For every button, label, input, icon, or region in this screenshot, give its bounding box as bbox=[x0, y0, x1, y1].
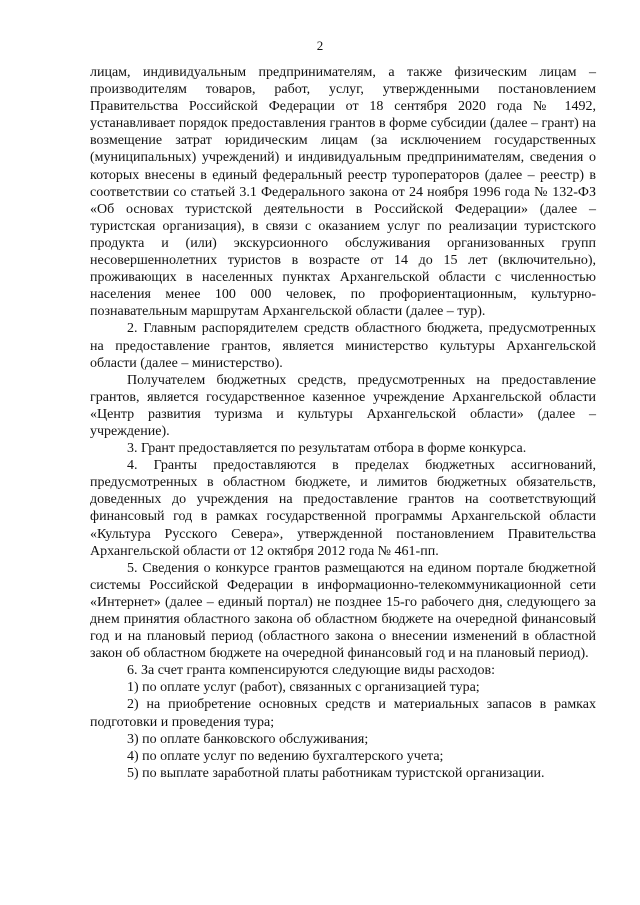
paragraph-item-4: 4. Гранты предоставляются в пределах бюджетных ассигнований, предусмотренных в областном бюджете, и лимитов бюджетных обязательств, доведенных до учреждения на предоставление грантов на соответствующий финансовый год в рамках государственной программы Архангельской области «Культура Русского Севера», утвержденной постановлением Правительства Архангельской области от 12 октября 2012 года № 461-пп. bbox=[90, 458, 596, 559]
paragraph-item-3: 3. Грант предоставляется по результатам отбора в форме конкурса. bbox=[127, 441, 527, 457]
list-item-5: 5) по выплате заработной платы работникам туристской организации. bbox=[127, 765, 545, 781]
document-body bbox=[90, 64, 596, 782]
list-item-2: 2) на приобретение основных средств и материальных запасов в рамках подготовки и проведения тура; bbox=[90, 697, 596, 730]
paragraph-item-6: 6. За счет гранта компенсируются следующие виды расходов: bbox=[127, 663, 495, 679]
list-item-3: 3) по оплате банковского обслуживания; bbox=[127, 731, 369, 747]
paragraph-item-2: 2. Главным распорядителем средств областного бюджета, предусмотренных на предоставление грантов, является министерство культуры Архангельской области (далее – министерство). bbox=[90, 321, 596, 371]
list-item-1: 1) по оплате услуг (работ), связанных с организацией тура; bbox=[127, 680, 480, 696]
paragraph-item-5: 5. Сведения о конкурсе грантов размещаются на едином портале бюджетной системы Российской Федерации в информационно-телекоммуникационной сети «Интернет» (далее – единый портал) не позднее 15-го рабочего дня, следующего за днем принятия областного закона об областном бюджете на очередной финансовый год и на плановый период (областного закона о внесении изменений в областной закон об областном бюджете на очередной финансовый год и на плановый период). bbox=[90, 560, 596, 662]
page-number: 2 bbox=[316, 38, 324, 53]
list-item-4: 4) по оплате услуг по ведению бухгалтерского учета; bbox=[127, 748, 444, 764]
paragraph-continuation: лицам, индивидуальным предпринимателям, а также физическим лицам – производителям товаров, работ, услуг, утвержденными постановлением Правительства Российской Федерации от 18 сентября 2020 года № 1492, устанавливает порядок предоставления грантов в форме субсидии (далее – грант) на возмещение затрат юридическим лицам (за исключением государственных (муниципальных) учреждений) и индивидуальным предпринимателям, сведения о которых внесены в единый федеральный реестр туроператоров (далее – реестр) в соответствии со статьей 3.1 Федерального закона от 24 ноября 1996 года № 132-ФЗ «Об основах туристской деятельности в Российской Федерации» (далее – туристская организация), в связи с оказанием услуг по реализации туристского продукта и (или) экскурсионного обслуживания организованных групп несовершеннолетних туристов в возрасте от 14 до 15 лет (включительно), проживающих в населенных пунктах Архангельской области с численностью населения менее 100 000 человек, по профориентационным, культурно-познавательным маршрутам Архангельской области (далее – тур). bbox=[90, 65, 596, 320]
paragraph-recipient: Получателем бюджетных средств, предусмотренных на предоставление грантов, является государственное казенное учреждение Архангельской области «Центр развития туризма и культуры Архангельской области» (далее – учреждение). bbox=[90, 372, 596, 439]
